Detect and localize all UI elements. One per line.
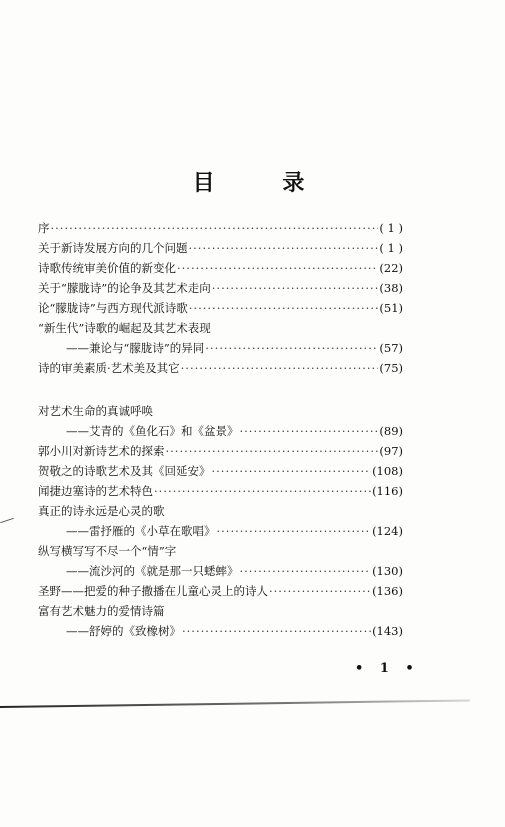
toc-entry-title: ——艾青的《鱼化石》和《盆景》 (66, 424, 239, 438)
toc-subentry[interactable] (38, 421, 403, 441)
toc-leader-dots (240, 421, 379, 441)
toc-entry-title: ——兼论与“朦胧诗”的异同 (66, 341, 205, 355)
toc-entry-title: 贺敬之的诗歌艺术及其《回延安》 (38, 464, 211, 478)
page-edge-line (0, 699, 470, 708)
toc-page-number: ( 1 ) (379, 241, 403, 255)
toc-page-number: (124) (372, 524, 403, 538)
toc-entry-title: ——流沙河的《就是那一只蟋蟀》 (66, 564, 239, 578)
toc-leader-dots (154, 481, 371, 501)
toc-page-number: ( 1 ) (379, 221, 403, 235)
toc-entry[interactable] (38, 258, 403, 278)
toc-subentry[interactable] (38, 621, 403, 641)
toc-section-2 (38, 401, 403, 641)
toc-leader-dots (205, 338, 378, 358)
toc-page-number: (38) (379, 281, 403, 295)
toc-entry-title: 序 (38, 221, 50, 235)
toc-page-number: (57) (379, 341, 403, 355)
toc-leader-dots (182, 621, 371, 641)
toc-leader-dots (189, 238, 379, 258)
toc-page-number: (75) (379, 361, 403, 375)
toc-leader-dots (212, 278, 379, 298)
toc-page-number: (89) (379, 424, 403, 438)
toc-entry[interactable] (38, 218, 403, 238)
toc-subentry[interactable] (38, 561, 403, 581)
toc-entry[interactable] (38, 278, 403, 298)
toc-page-number: (22) (379, 261, 403, 275)
toc-entry[interactable] (38, 298, 403, 318)
toc-leader-dots (189, 298, 379, 318)
toc-entry-title: 郭小川对新诗艺术的探索 (38, 444, 165, 458)
page-number: • 1 • (355, 661, 420, 676)
toc-leader-dots (217, 521, 372, 541)
toc-entry-title: 圣野——把爱的种子撒播在儿童心灵上的诗人 (38, 584, 268, 598)
toc-heading: 对艺术生命的真诚呼唤 (38, 404, 153, 418)
page-title: 目 录 (192, 170, 335, 196)
toc-page-number: (116) (372, 484, 403, 498)
toc-heading: “新生代”诗歌的崛起及其艺术表现 (38, 321, 211, 335)
scan-mark (0, 518, 14, 523)
toc-leader-dots (240, 561, 372, 581)
toc-entry[interactable] (38, 358, 403, 378)
toc-heading: 真正的诗永远是心灵的歌 (38, 504, 165, 518)
toc-entry-title: ——舒婷的《致橡树》 (66, 624, 181, 638)
toc-page-number: (108) (372, 464, 403, 478)
toc-leader-dots (177, 258, 378, 278)
toc-leader-dots (181, 358, 379, 378)
toc-entry-title: 论“朦胧诗”与西方现代派诗歌 (38, 301, 188, 315)
toc-leader-dots (269, 581, 371, 601)
toc-subentry[interactable] (38, 521, 403, 541)
toc-entry-title: 诗歌传统审美价值的新变化 (38, 261, 176, 275)
toc-entry[interactable] (38, 461, 403, 481)
toc-section-1 (38, 218, 403, 378)
toc-page-number: (130) (372, 564, 403, 578)
toc-entry-title: ——雷抒雁的《小草在歌唱》 (66, 524, 216, 538)
toc-heading: 纵写横写写不尽一个“情”字 (38, 544, 177, 558)
toc-entry-title: 诗的审美素质·艺术美及其它 (38, 361, 180, 375)
toc-entry-title: 闻捷边塞诗的艺术特色 (38, 484, 153, 498)
toc-page-number: (97) (379, 444, 403, 458)
toc-heading: 富有艺术魅力的爱情诗篇 (38, 604, 165, 618)
toc-page-number: (143) (372, 624, 403, 638)
toc-entry-title: 关于新诗发展方向的几个问题 (38, 241, 188, 255)
toc-leader-dots (166, 441, 379, 461)
toc-subentry[interactable] (38, 338, 403, 358)
toc-entry[interactable] (38, 581, 403, 601)
toc-page-number: (136) (372, 584, 403, 598)
toc-entry[interactable] (38, 441, 403, 461)
toc-entry[interactable] (38, 238, 403, 258)
toc-page-number: (51) (379, 301, 403, 315)
toc-entry-title: 关于“朦胧诗”的论争及其艺术走向 (38, 281, 211, 295)
toc-entry[interactable] (38, 481, 403, 501)
toc-leader-dots (212, 461, 372, 481)
toc-leader-dots (51, 218, 379, 238)
